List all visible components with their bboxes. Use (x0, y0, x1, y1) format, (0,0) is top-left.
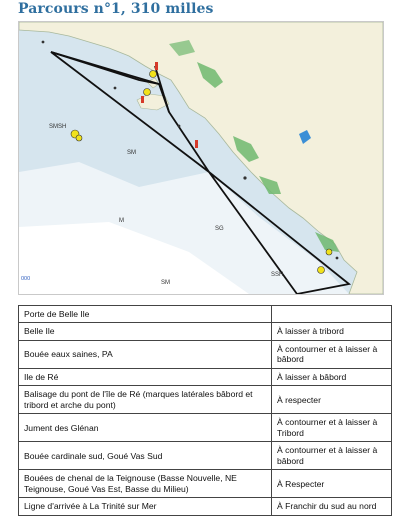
table-row (19, 414, 392, 442)
chart-canvas (19, 22, 383, 294)
sounding-dot (178, 125, 181, 128)
buoy-icon (144, 89, 151, 96)
instruction-cell: À contourner et à laisser à Tribord (272, 414, 392, 442)
lateral-mark-icon (155, 62, 158, 70)
mark-cell: Balisage du pont de l'île de Ré (marques latérales bâbord et tribord et arche du pont) (19, 386, 272, 414)
table-row (19, 340, 392, 368)
route-marks-table (18, 305, 392, 516)
table-row (19, 323, 392, 340)
depth-label: SM (127, 150, 136, 156)
lateral-mark-icon (195, 140, 198, 148)
table-row (19, 368, 392, 385)
buoy-icon (318, 267, 325, 274)
scale-label: 000 (21, 276, 31, 282)
buoy-icon (326, 249, 332, 255)
table-row (19, 306, 392, 323)
depth-label: M (119, 218, 124, 224)
sounding-dot (243, 176, 246, 179)
sounding-dot (114, 87, 117, 90)
buoy-icon (150, 71, 157, 78)
instruction-cell: À Franchir du sud au nord (272, 498, 392, 515)
table-row (19, 498, 392, 515)
instruction-cell: À laisser à tribord (272, 323, 392, 340)
mark-cell: Ile de Ré (19, 368, 272, 385)
mark-cell: Belle Ile (19, 323, 272, 340)
buoy-icon (76, 135, 82, 141)
sounding-dot (42, 41, 45, 44)
instruction-cell: À respecter (272, 386, 392, 414)
instruction-cell: À contourner et à laisser à bâbord (272, 442, 392, 470)
lateral-mark-icon (141, 96, 144, 103)
sounding-dot (336, 257, 339, 260)
page-title: Parcours n°1, 310 milles (18, 1, 214, 17)
nautical-chart-map (18, 21, 384, 295)
mark-cell: Bouée eaux saines, PA (19, 340, 272, 368)
table-row (19, 386, 392, 414)
mark-cell: Bouée cardinale sud, Goué Vas Sud (19, 442, 272, 470)
mark-cell: Ligne d'arrivée à La Trinité sur Mer (19, 498, 272, 515)
instruction-cell: À Respecter (272, 470, 392, 498)
depth-label: SSH (271, 272, 284, 278)
mark-cell: Porte de Belle Ile (19, 306, 272, 323)
mark-cell: Jument des Glénan (19, 414, 272, 442)
depth-label: SM (161, 280, 170, 286)
instruction-cell (272, 306, 392, 323)
table-row (19, 442, 392, 470)
instruction-cell: À contourner et à laisser à bâbord (272, 340, 392, 368)
depth-label: SMSH (49, 124, 67, 130)
mark-cell: Bouées de chenal de la Teignouse (Basse Nouvelle, NE Teignouse, Goué Vas Est, Basse du Milieu) (19, 470, 272, 498)
table-row (19, 470, 392, 498)
depth-label: SG (215, 226, 224, 232)
instruction-cell: À laisser à bâbord (272, 368, 392, 385)
